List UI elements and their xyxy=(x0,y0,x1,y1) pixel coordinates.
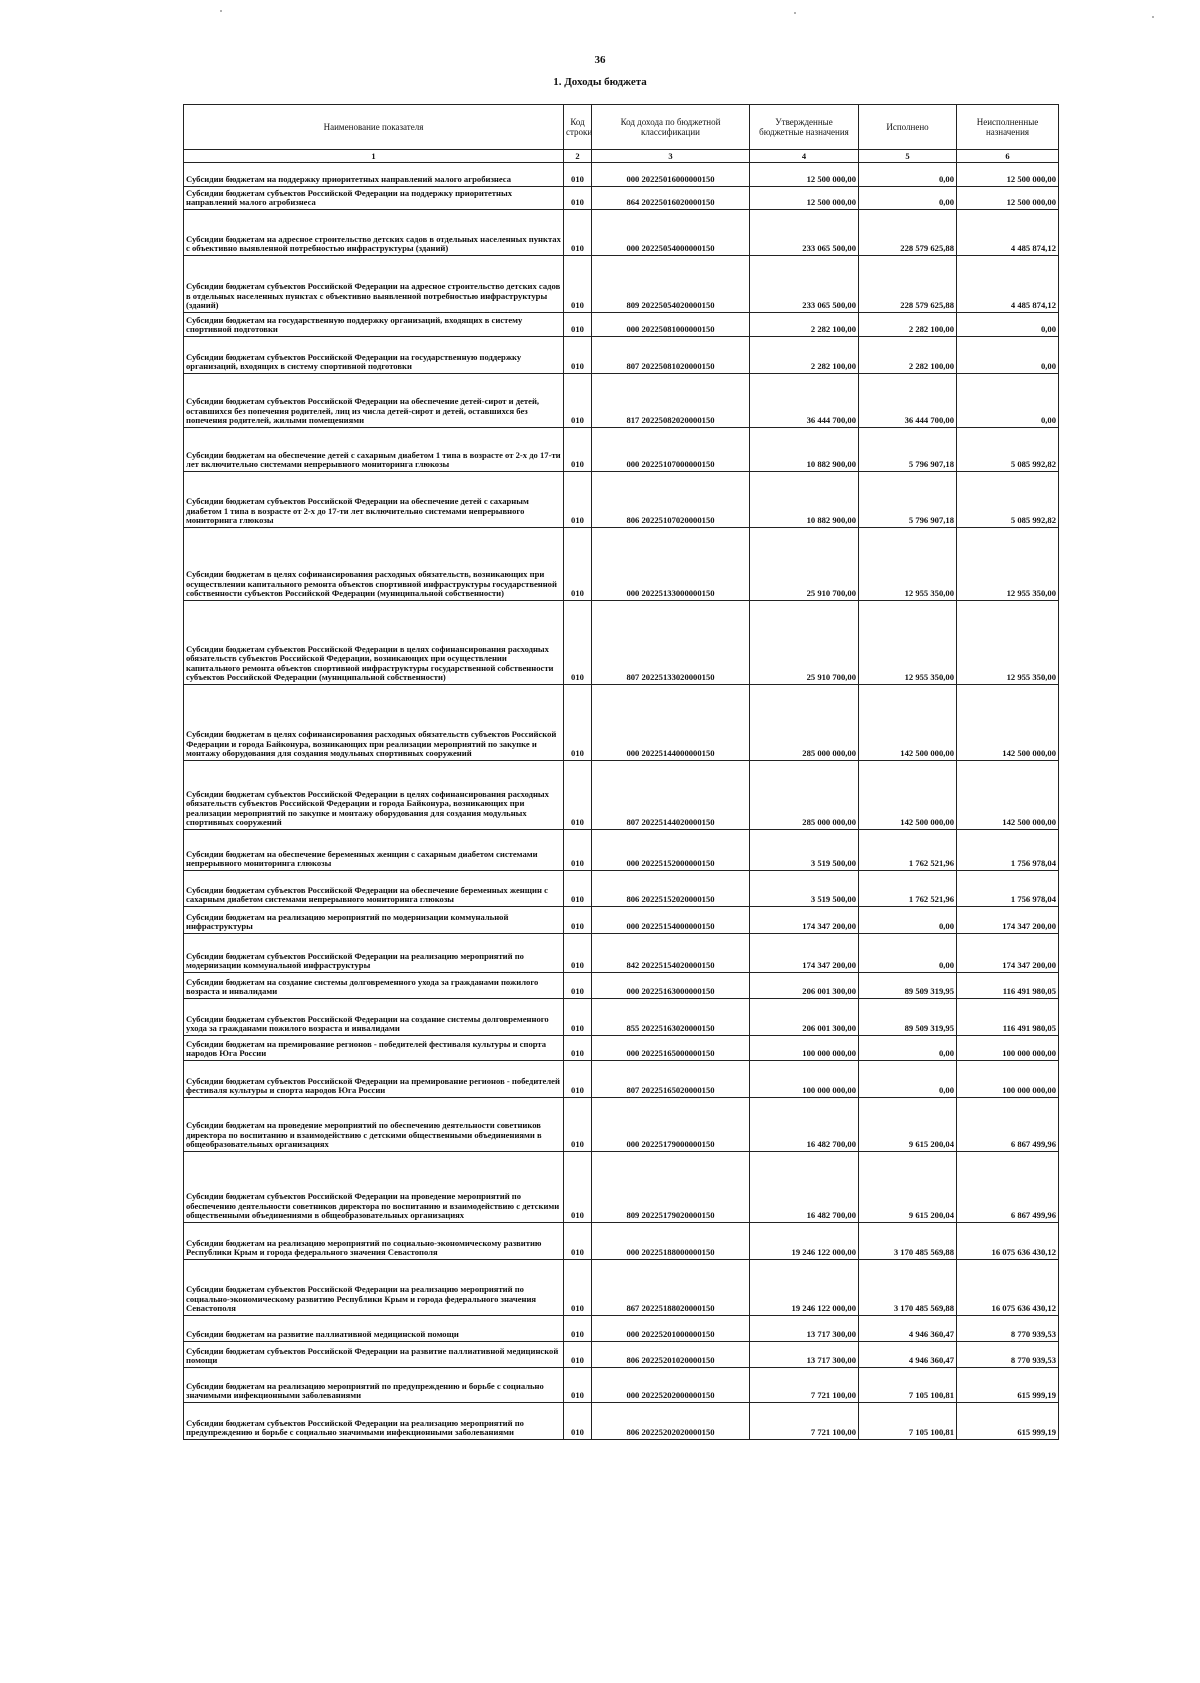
row-name: Субсидии бюджетам на обеспечение детей с сахарным диабетом 1 типа в возрасте от 2-х до 17-ти лет включительно системами непрерывного мониторинга глюкозы xyxy=(184,428,564,472)
table-row xyxy=(184,871,1059,907)
row-name: Субсидии бюджетам субъектов Российской Федерации на проведение мероприятий по обеспечению деятельности советников директора по воспитанию и взаимодействию с детскими общественными объединениями в общеобразовательных организациях xyxy=(184,1152,564,1223)
row-income-code: 000 20225188000000150 xyxy=(592,1223,750,1260)
table-body xyxy=(184,163,1059,1440)
row-unexecuted-amount: 1 756 978,04 xyxy=(957,871,1059,907)
row-name: Субсидии бюджетам на поддержку приоритетных направлений малого агробизнеса xyxy=(184,163,564,187)
row-line-code: 010 xyxy=(564,528,592,601)
table-row xyxy=(184,187,1059,210)
row-unexecuted-amount: 0,00 xyxy=(957,374,1059,428)
column-number-row xyxy=(184,150,1059,163)
row-unexecuted-amount: 100 000 000,00 xyxy=(957,1061,1059,1098)
row-executed-amount: 228 579 625,88 xyxy=(859,256,957,313)
table-row xyxy=(184,1403,1059,1440)
column-number: 2 xyxy=(564,150,592,163)
row-name: Субсидии бюджетам на государственную поддержку организаций, входящих в систему спортивной подготовки xyxy=(184,313,564,337)
row-unexecuted-amount: 615 999,19 xyxy=(957,1368,1059,1403)
row-executed-amount: 0,00 xyxy=(859,907,957,934)
header-name: Наименование показателя xyxy=(184,105,564,150)
row-income-code: 807 20225144020000150 xyxy=(592,761,750,830)
header-income-code: Код дохода по бюджетной классификации xyxy=(592,105,750,150)
row-name: Субсидии бюджетам на проведение мероприятий по обеспечению деятельности советников директора по воспитанию и взаимодействию с детскими общественными объединениями в общеобразовательных организациях xyxy=(184,1098,564,1152)
row-approved-amount: 13 717 300,00 xyxy=(750,1342,859,1368)
table-row xyxy=(184,830,1059,871)
row-name: Субсидии бюджетам на создание системы долговременного ухода за гражданами пожилого возраста и инвалидами xyxy=(184,973,564,999)
row-name: Субсидии бюджетам субъектов Российской Федерации на развитие паллиативной медицинской помощи xyxy=(184,1342,564,1368)
row-unexecuted-amount: 142 500 000,00 xyxy=(957,685,1059,761)
row-executed-amount: 9 615 200,04 xyxy=(859,1098,957,1152)
table-row xyxy=(184,1036,1059,1061)
row-approved-amount: 2 282 100,00 xyxy=(750,313,859,337)
column-number: 5 xyxy=(859,150,957,163)
row-line-code: 010 xyxy=(564,601,592,685)
row-name: Субсидии бюджетам на премирование регионов - победителей фестиваля культуры и спорта народов Юга России xyxy=(184,1036,564,1061)
row-executed-amount: 0,00 xyxy=(859,934,957,973)
table-row xyxy=(184,528,1059,601)
row-name: Субсидии бюджетам на обеспечение беременных женщин с сахарным диабетом системами непрерывного мониторинга глюкозы xyxy=(184,830,564,871)
row-income-code: 000 20225152000000150 xyxy=(592,830,750,871)
row-income-code: 806 20225202020000150 xyxy=(592,1403,750,1440)
row-income-code: 000 20225144000000150 xyxy=(592,685,750,761)
row-line-code: 010 xyxy=(564,337,592,374)
row-executed-amount: 1 762 521,96 xyxy=(859,830,957,871)
row-unexecuted-amount: 12 500 000,00 xyxy=(957,187,1059,210)
row-name: Субсидии бюджетам на реализацию мероприятий по социально-экономическому развитию Республики Крым и города федерального значения Севастополя xyxy=(184,1223,564,1260)
row-line-code: 010 xyxy=(564,1368,592,1403)
revenue-table xyxy=(183,104,1059,1440)
row-unexecuted-amount: 8 770 939,53 xyxy=(957,1316,1059,1342)
row-name: Субсидии бюджетам на адресное строительство детских садов в отдельных населенных пунктах с объективно выявленной потребностью инфраструктуры (зданий) xyxy=(184,210,564,256)
scan-speck xyxy=(1152,16,1154,18)
table-row xyxy=(184,313,1059,337)
row-name: Субсидии бюджетам на развитие паллиативной медицинской помощи xyxy=(184,1316,564,1342)
row-income-code: 806 20225201020000150 xyxy=(592,1342,750,1368)
row-approved-amount: 3 519 500,00 xyxy=(750,830,859,871)
row-income-code: 842 20225154020000150 xyxy=(592,934,750,973)
row-executed-amount: 9 615 200,04 xyxy=(859,1152,957,1223)
table-row xyxy=(184,1098,1059,1152)
row-income-code: 817 20225082020000150 xyxy=(592,374,750,428)
row-line-code: 010 xyxy=(564,163,592,187)
row-income-code: 809 20225054020000150 xyxy=(592,256,750,313)
row-income-code: 806 20225152020000150 xyxy=(592,871,750,907)
row-income-code: 000 20225202000000150 xyxy=(592,1368,750,1403)
row-executed-amount: 0,00 xyxy=(859,187,957,210)
row-unexecuted-amount: 174 347 200,00 xyxy=(957,907,1059,934)
row-income-code: 867 20225188020000150 xyxy=(592,1260,750,1316)
row-approved-amount: 206 001 300,00 xyxy=(750,973,859,999)
row-approved-amount: 13 717 300,00 xyxy=(750,1316,859,1342)
row-executed-amount: 228 579 625,88 xyxy=(859,210,957,256)
row-approved-amount: 100 000 000,00 xyxy=(750,1036,859,1061)
row-approved-amount: 12 500 000,00 xyxy=(750,163,859,187)
row-income-code: 000 20225154000000150 xyxy=(592,907,750,934)
row-line-code: 010 xyxy=(564,1403,592,1440)
row-name: Субсидии бюджетам субъектов Российской Федерации на создание системы долговременного ухода за гражданами пожилого возраста и инвалидами xyxy=(184,999,564,1036)
row-name: Субсидии бюджетам субъектов Российской Федерации на реализацию мероприятий по социально-экономическому развитию Республики Крым и города федерального значения Севастополя xyxy=(184,1260,564,1316)
row-unexecuted-amount: 0,00 xyxy=(957,313,1059,337)
row-income-code: 000 20225016000000150 xyxy=(592,163,750,187)
row-approved-amount: 2 282 100,00 xyxy=(750,337,859,374)
header-approved: Утвержденные бюджетные назначения xyxy=(750,105,859,150)
row-executed-amount: 0,00 xyxy=(859,163,957,187)
row-unexecuted-amount: 0,00 xyxy=(957,337,1059,374)
row-line-code: 010 xyxy=(564,1152,592,1223)
row-unexecuted-amount: 116 491 980,05 xyxy=(957,999,1059,1036)
table-row xyxy=(184,1316,1059,1342)
row-approved-amount: 7 721 100,00 xyxy=(750,1368,859,1403)
row-unexecuted-amount: 174 347 200,00 xyxy=(957,934,1059,973)
row-executed-amount: 7 105 100,81 xyxy=(859,1368,957,1403)
row-income-code: 000 20225201000000150 xyxy=(592,1316,750,1342)
table-row xyxy=(184,601,1059,685)
row-name: Субсидии бюджетам в целях софинансирования расходных обязательств, возникающих при осуществлении капитального ремонта объектов спортивной инфраструктуры государственной собственности субъектов Российской Федерации (муниципальной собственности) xyxy=(184,528,564,601)
table-header-row xyxy=(184,105,1059,150)
table-row xyxy=(184,428,1059,472)
column-number: 4 xyxy=(750,150,859,163)
table-row xyxy=(184,337,1059,374)
row-line-code: 010 xyxy=(564,210,592,256)
row-line-code: 010 xyxy=(564,1223,592,1260)
header-line-code: Код строки xyxy=(564,105,592,150)
row-income-code: 000 20225165000000150 xyxy=(592,1036,750,1061)
scan-speck xyxy=(794,12,796,14)
row-unexecuted-amount: 12 500 000,00 xyxy=(957,163,1059,187)
row-unexecuted-amount: 4 485 874,12 xyxy=(957,210,1059,256)
row-line-code: 010 xyxy=(564,907,592,934)
row-executed-amount: 2 282 100,00 xyxy=(859,313,957,337)
row-approved-amount: 7 721 100,00 xyxy=(750,1403,859,1440)
row-executed-amount: 36 444 700,00 xyxy=(859,374,957,428)
row-approved-amount: 12 500 000,00 xyxy=(750,187,859,210)
row-income-code: 000 20225179000000150 xyxy=(592,1098,750,1152)
row-approved-amount: 3 519 500,00 xyxy=(750,871,859,907)
table-row xyxy=(184,907,1059,934)
row-unexecuted-amount: 1 756 978,04 xyxy=(957,830,1059,871)
row-line-code: 010 xyxy=(564,685,592,761)
table-row xyxy=(184,1061,1059,1098)
row-line-code: 010 xyxy=(564,374,592,428)
row-line-code: 010 xyxy=(564,256,592,313)
scan-speck xyxy=(220,10,222,12)
row-unexecuted-amount: 615 999,19 xyxy=(957,1403,1059,1440)
row-name: Субсидии бюджетам субъектов Российской Федерации на премирование регионов - победителей фестиваля культуры и спорта народов Юга России xyxy=(184,1061,564,1098)
row-income-code: 000 20225133000000150 xyxy=(592,528,750,601)
column-number: 1 xyxy=(184,150,564,163)
row-unexecuted-amount: 6 867 499,96 xyxy=(957,1098,1059,1152)
row-approved-amount: 10 882 900,00 xyxy=(750,428,859,472)
row-approved-amount: 206 001 300,00 xyxy=(750,999,859,1036)
row-approved-amount: 10 882 900,00 xyxy=(750,472,859,528)
row-approved-amount: 36 444 700,00 xyxy=(750,374,859,428)
row-approved-amount: 285 000 000,00 xyxy=(750,685,859,761)
table-row xyxy=(184,1368,1059,1403)
row-approved-amount: 100 000 000,00 xyxy=(750,1061,859,1098)
table-row xyxy=(184,685,1059,761)
table-row xyxy=(184,163,1059,187)
row-unexecuted-amount: 16 075 636 430,12 xyxy=(957,1260,1059,1316)
row-line-code: 010 xyxy=(564,761,592,830)
row-executed-amount: 142 500 000,00 xyxy=(859,761,957,830)
row-executed-amount: 4 946 360,47 xyxy=(859,1342,957,1368)
row-unexecuted-amount: 142 500 000,00 xyxy=(957,761,1059,830)
table-row xyxy=(184,761,1059,830)
row-income-code: 806 20225107020000150 xyxy=(592,472,750,528)
row-name: Субсидии бюджетам субъектов Российской Федерации на государственную поддержку организаций, входящих в систему спортивной подготовки xyxy=(184,337,564,374)
row-line-code: 010 xyxy=(564,871,592,907)
row-approved-amount: 25 910 700,00 xyxy=(750,528,859,601)
row-line-code: 010 xyxy=(564,428,592,472)
row-income-code: 000 20225163000000150 xyxy=(592,973,750,999)
row-income-code: 855 20225163020000150 xyxy=(592,999,750,1036)
row-line-code: 010 xyxy=(564,973,592,999)
row-executed-amount: 4 946 360,47 xyxy=(859,1316,957,1342)
row-income-code: 807 20225081020000150 xyxy=(592,337,750,374)
row-line-code: 010 xyxy=(564,934,592,973)
table-row xyxy=(184,1342,1059,1368)
row-income-code: 000 20225081000000150 xyxy=(592,313,750,337)
row-unexecuted-amount: 16 075 636 430,12 xyxy=(957,1223,1059,1260)
row-executed-amount: 89 509 319,95 xyxy=(859,999,957,1036)
row-executed-amount: 3 170 485 569,88 xyxy=(859,1223,957,1260)
header-executed: Исполнено xyxy=(859,105,957,150)
row-approved-amount: 25 910 700,00 xyxy=(750,601,859,685)
row-unexecuted-amount: 6 867 499,96 xyxy=(957,1152,1059,1223)
row-executed-amount: 89 509 319,95 xyxy=(859,973,957,999)
row-income-code: 807 20225165020000150 xyxy=(592,1061,750,1098)
table-row xyxy=(184,1152,1059,1223)
row-unexecuted-amount: 5 085 992,82 xyxy=(957,472,1059,528)
row-name: Субсидии бюджетам субъектов Российской Федерации на реализацию мероприятий по модернизации коммунальной инфраструктуры xyxy=(184,934,564,973)
row-executed-amount: 142 500 000,00 xyxy=(859,685,957,761)
row-unexecuted-amount: 116 491 980,05 xyxy=(957,973,1059,999)
row-approved-amount: 19 246 122 000,00 xyxy=(750,1260,859,1316)
table-row xyxy=(184,210,1059,256)
row-line-code: 010 xyxy=(564,830,592,871)
table-row xyxy=(184,374,1059,428)
row-name: Субсидии бюджетам на реализацию мероприятий по предупреждению и борьбе с социально значимыми инфекционными заболеваниями xyxy=(184,1368,564,1403)
row-executed-amount: 12 955 350,00 xyxy=(859,601,957,685)
row-name: Субсидии бюджетам на реализацию мероприятий по модернизации коммунальной инфраструктуры xyxy=(184,907,564,934)
table-row xyxy=(184,934,1059,973)
row-name: Субсидии бюджетам в целях софинансирования расходных обязательств субъектов Российской Федерации и города Байконура, возникающих при реализации мероприятий по закупке и монтажу оборудования для создания модульных спортивных сооружений xyxy=(184,685,564,761)
row-line-code: 010 xyxy=(564,472,592,528)
row-name: Субсидии бюджетам субъектов Российской Федерации в целях софинансирования расходных обязательств субъектов Российской Федерации и города Байконура, возникающих при реализации мероприятий по закупке и монтажу оборудования для создания модульных спортивных сооружений xyxy=(184,761,564,830)
row-executed-amount: 7 105 100,81 xyxy=(859,1403,957,1440)
row-executed-amount: 5 796 907,18 xyxy=(859,428,957,472)
row-approved-amount: 19 246 122 000,00 xyxy=(750,1223,859,1260)
row-executed-amount: 2 282 100,00 xyxy=(859,337,957,374)
row-name: Субсидии бюджетам субъектов Российской Федерации на обеспечение детей-сирот и детей, оставшихся без попечения родителей, лиц из числа детей-сирот и детей, оставшихся без попечения родителей, жилыми помещениями xyxy=(184,374,564,428)
row-name: Субсидии бюджетам субъектов Российской Федерации на адресное строительство детских садов в отдельных населенных пунктах с объективно выявленной потребностью инфраструктуры (зданий) xyxy=(184,256,564,313)
row-executed-amount: 1 762 521,96 xyxy=(859,871,957,907)
row-income-code: 000 20225054000000150 xyxy=(592,210,750,256)
row-executed-amount: 12 955 350,00 xyxy=(859,528,957,601)
row-line-code: 010 xyxy=(564,187,592,210)
table-row xyxy=(184,472,1059,528)
row-line-code: 010 xyxy=(564,313,592,337)
row-approved-amount: 285 000 000,00 xyxy=(750,761,859,830)
page-number: 36 xyxy=(594,54,606,66)
row-income-code: 864 20225016020000150 xyxy=(592,187,750,210)
row-approved-amount: 233 065 500,00 xyxy=(750,210,859,256)
column-number: 6 xyxy=(957,150,1059,163)
column-number: 3 xyxy=(592,150,750,163)
row-line-code: 010 xyxy=(564,1342,592,1368)
table-row xyxy=(184,256,1059,313)
row-line-code: 010 xyxy=(564,1098,592,1152)
row-unexecuted-amount: 12 955 350,00 xyxy=(957,528,1059,601)
row-executed-amount: 3 170 485 569,88 xyxy=(859,1260,957,1316)
table-row xyxy=(184,1223,1059,1260)
row-income-code: 807 20225133020000150 xyxy=(592,601,750,685)
row-executed-amount: 5 796 907,18 xyxy=(859,472,957,528)
row-unexecuted-amount: 8 770 939,53 xyxy=(957,1342,1059,1368)
row-line-code: 010 xyxy=(564,999,592,1036)
row-name: Субсидии бюджетам субъектов Российской Федерации на обеспечение детей с сахарным диабетом 1 типа в возрасте от 2-х до 17-ти лет включительно системами непрерывного мониторинга глюкозы xyxy=(184,472,564,528)
row-name: Субсидии бюджетам субъектов Российской Федерации в целях софинансирования расходных обязательств субъектов Российской Федерации, возникающих при осуществлении капитального ремонта объектов спортивной инфраструктуры государственной собственности субъектов Российской Федерации (муниципальной собственности) xyxy=(184,601,564,685)
row-unexecuted-amount: 5 085 992,82 xyxy=(957,428,1059,472)
row-line-code: 010 xyxy=(564,1036,592,1061)
row-unexecuted-amount: 12 955 350,00 xyxy=(957,601,1059,685)
row-unexecuted-amount: 100 000 000,00 xyxy=(957,1036,1059,1061)
row-income-code: 809 20225179020000150 xyxy=(592,1152,750,1223)
header-unexecuted: Неисполненные назначения xyxy=(957,105,1059,150)
row-unexecuted-amount: 4 485 874,12 xyxy=(957,256,1059,313)
row-approved-amount: 174 347 200,00 xyxy=(750,934,859,973)
row-approved-amount: 16 482 700,00 xyxy=(750,1098,859,1152)
row-line-code: 010 xyxy=(564,1316,592,1342)
table-row xyxy=(184,1260,1059,1316)
row-executed-amount: 0,00 xyxy=(859,1061,957,1098)
row-approved-amount: 16 482 700,00 xyxy=(750,1152,859,1223)
row-executed-amount: 0,00 xyxy=(859,1036,957,1061)
row-line-code: 010 xyxy=(564,1260,592,1316)
table-row xyxy=(184,999,1059,1036)
row-income-code: 000 20225107000000150 xyxy=(592,428,750,472)
row-approved-amount: 174 347 200,00 xyxy=(750,907,859,934)
section-title: 1. Доходы бюджета xyxy=(553,76,647,88)
row-name: Субсидии бюджетам субъектов Российской Федерации на поддержку приоритетных направлений малого агробизнеса xyxy=(184,187,564,210)
row-line-code: 010 xyxy=(564,1061,592,1098)
row-name: Субсидии бюджетам субъектов Российской Федерации на реализацию мероприятий по предупреждению и борьбе с социально значимыми инфекционными заболеваниями xyxy=(184,1403,564,1440)
table-row xyxy=(184,973,1059,999)
row-name: Субсидии бюджетам субъектов Российской Федерации на обеспечение беременных женщин с сахарным диабетом системами непрерывного мониторинга глюкозы xyxy=(184,871,564,907)
row-approved-amount: 233 065 500,00 xyxy=(750,256,859,313)
